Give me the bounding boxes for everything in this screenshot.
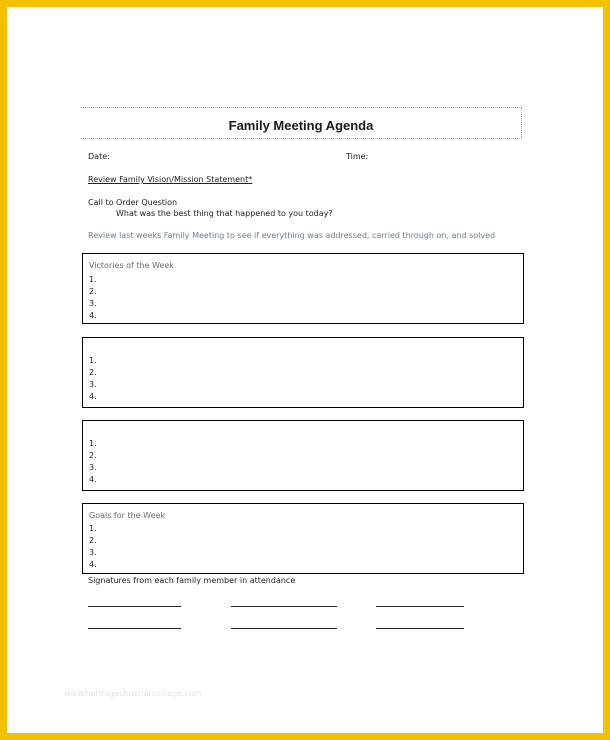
signature-line[interactable] — [88, 606, 181, 607]
list-item: 1. — [89, 356, 97, 365]
list-item: 3. — [89, 380, 97, 389]
list-item: 4. — [89, 392, 97, 401]
agenda-section-2 — [82, 337, 524, 408]
list-item: 4. — [89, 311, 97, 320]
list-item: 3. — [89, 548, 97, 557]
signatures-label: Signatures from each family member in attendance — [88, 576, 296, 585]
list-item: 3. — [89, 299, 97, 308]
list-item: 1. — [89, 275, 97, 284]
goals-section — [82, 503, 524, 574]
section-heading: Goals for the Week — [89, 511, 166, 520]
review-vision-link[interactable]: Review Family Vision/Mission Statement* — [88, 175, 253, 184]
list-item: 1. — [89, 524, 97, 533]
watermark: www.heritagechristiancollege.com — [64, 689, 202, 698]
list-item: 2. — [89, 536, 97, 545]
list-item: 4. — [89, 475, 97, 484]
time-label: Time: — [346, 152, 369, 161]
question-text: What was the best thing that happened to you today? — [116, 209, 333, 218]
signature-line[interactable] — [231, 628, 337, 629]
list-item: 3. — [89, 463, 97, 472]
list-item: 1. — [89, 439, 97, 448]
signature-line[interactable] — [88, 628, 181, 629]
review-last-week-text: Review last weeks Family Meeting to see if everything was addressed, carried through on, and solved — [88, 231, 496, 240]
date-label: Date: — [88, 152, 110, 161]
section-heading: Victories of the Week — [89, 261, 174, 270]
document-title: Family Meeting Agenda — [228, 118, 374, 133]
list-item: 2. — [89, 368, 97, 377]
title-box — [81, 107, 522, 139]
call-to-order-label: Call to Order Question — [88, 198, 178, 207]
agenda-section-3 — [82, 420, 524, 491]
list-item: 4. — [89, 560, 97, 569]
signature-line[interactable] — [231, 606, 337, 607]
list-item: 2. — [89, 451, 97, 460]
signature-line[interactable] — [376, 628, 464, 629]
victories-section — [82, 253, 524, 324]
list-item: 2. — [89, 287, 97, 296]
signature-line[interactable] — [376, 606, 464, 607]
